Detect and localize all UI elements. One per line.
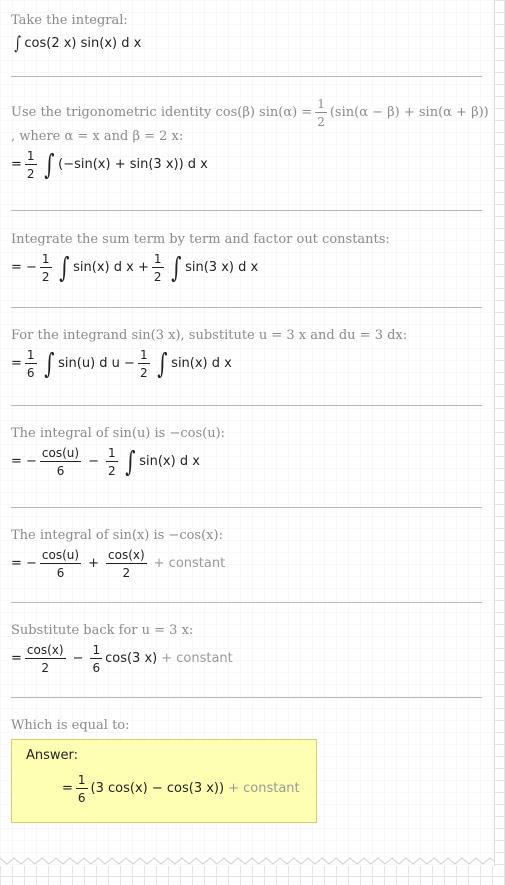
fraction xyxy=(25,348,37,380)
divider xyxy=(11,697,482,698)
caption-line2: , where α = x and β = 2 x: xyxy=(11,129,184,144)
step-expression xyxy=(11,35,482,53)
denominator: 2 xyxy=(122,566,131,580)
integrand: sin(x) d x xyxy=(139,454,200,469)
denominator: 2 xyxy=(317,115,325,129)
step-caption: For the integrand sin(3 x), substitute u = 3 x and du = 3 dx: xyxy=(11,328,408,343)
numerator: 1 xyxy=(317,97,325,111)
denominator: 6 xyxy=(77,791,86,805)
step-caption: The integral of sin(u) is −cos(u): xyxy=(11,426,226,441)
equals-sign: = xyxy=(11,356,22,371)
integrand: cos(2 x) sin(x) d x xyxy=(24,36,142,51)
fraction xyxy=(25,149,37,181)
step-expression xyxy=(11,252,482,284)
integrand: sin(u) d u − xyxy=(58,356,135,371)
constant-term: + constant xyxy=(153,556,226,571)
numerator: 1 xyxy=(26,348,35,362)
step-trig-identity xyxy=(11,97,489,181)
term: cos(3 x) xyxy=(105,651,158,666)
constant-term: + constant xyxy=(161,651,233,666)
step-substitute xyxy=(11,328,482,380)
equals-sign: = − xyxy=(11,260,37,275)
divider xyxy=(11,76,482,77)
torn-edge xyxy=(0,852,494,868)
integral-sign: ∫ xyxy=(43,148,54,181)
answer-label: Answer: xyxy=(26,748,79,763)
denominator: 6 xyxy=(56,566,65,580)
equals-sign: = xyxy=(62,781,73,796)
step-integral-sin-u xyxy=(11,426,482,478)
denominator: 2 xyxy=(26,167,35,181)
numerator: 1 xyxy=(92,643,101,657)
caption-text: (sin(α − β) + sin(α + β)) xyxy=(329,105,489,120)
answer-box xyxy=(11,739,317,823)
fraction xyxy=(152,252,164,284)
step-expression xyxy=(11,643,482,675)
integral-sign: ∫ xyxy=(58,251,69,284)
denominator: 6 xyxy=(92,661,101,675)
divider xyxy=(11,210,482,211)
equals-sign: = xyxy=(11,157,22,172)
integrand: sin(3 x) d x xyxy=(185,260,259,275)
numerator: 1 xyxy=(26,149,35,163)
step-caption: Substitute back for u = 3 x: xyxy=(11,623,194,638)
step-integral-sin-x xyxy=(11,528,482,580)
fraction xyxy=(138,348,150,380)
step-substitute-back xyxy=(11,623,482,675)
integrand: sin(x) d x + xyxy=(73,260,149,275)
fraction xyxy=(25,643,66,675)
numerator: 1 xyxy=(77,773,86,787)
fraction xyxy=(106,548,147,580)
divider xyxy=(11,507,482,508)
operator: − xyxy=(88,454,99,469)
caption-text: Use the trigonometric identity cos(β) sin(α) = xyxy=(11,105,313,120)
denominator: 2 xyxy=(41,270,50,284)
numerator: 1 xyxy=(139,348,148,362)
equals-sign: = xyxy=(11,651,22,666)
denominator: 2 xyxy=(108,464,116,478)
operator: + xyxy=(88,556,99,571)
integrand: sin(x) d x xyxy=(171,356,232,371)
numerator: 1 xyxy=(41,252,50,266)
numerator: cos(x) xyxy=(26,643,64,657)
integral-sign: ∫ xyxy=(170,251,181,284)
operator: − xyxy=(72,651,84,666)
integral-sign: ∫ xyxy=(14,33,21,54)
denominator: 6 xyxy=(56,464,65,478)
numerator: cos(u) xyxy=(41,446,80,460)
divider xyxy=(11,405,482,406)
answer-term: (3 cos(x) − cos(3 x)) xyxy=(90,781,225,796)
fraction xyxy=(315,97,327,129)
step-expression xyxy=(11,348,482,380)
step-expression xyxy=(11,446,482,478)
step-caption: Take the integral: xyxy=(11,13,128,28)
integral-sign: ∫ xyxy=(43,347,54,380)
step-expression xyxy=(11,149,482,181)
step-caption: Integrate the sum term by term and factor out constants: xyxy=(11,232,390,247)
integral-sign: ∫ xyxy=(124,445,136,478)
step-equal-to xyxy=(11,718,482,734)
denominator: 2 xyxy=(139,366,148,380)
equals-sign: = − xyxy=(11,454,37,469)
step-caption: Which is equal to: xyxy=(11,718,130,733)
fraction xyxy=(76,773,88,805)
equals-sign: = − xyxy=(11,556,37,571)
fraction xyxy=(90,643,102,675)
divider xyxy=(11,602,482,603)
fraction xyxy=(40,252,52,284)
numerator: cos(x) xyxy=(108,548,145,562)
denominator: 2 xyxy=(41,661,50,675)
step-term-by-term xyxy=(11,232,482,284)
fraction xyxy=(40,548,81,580)
fraction xyxy=(106,446,118,478)
answer-expression xyxy=(62,773,300,805)
fraction xyxy=(40,446,81,478)
step-caption xyxy=(11,97,489,129)
step-take-integral xyxy=(11,13,482,53)
integral-sign: ∫ xyxy=(156,347,167,380)
divider xyxy=(11,307,482,308)
numerator: 1 xyxy=(108,446,116,460)
numerator: 1 xyxy=(153,252,162,266)
denominator: 6 xyxy=(26,366,35,380)
numerator: cos(u) xyxy=(41,548,80,562)
step-expression xyxy=(11,548,482,580)
step-caption: The integral of sin(x) is −cos(x): xyxy=(11,528,223,543)
denominator: 2 xyxy=(153,270,162,284)
constant-term: + constant xyxy=(228,781,300,796)
integrand: (−sin(x) + sin(3 x)) d x xyxy=(58,157,208,172)
